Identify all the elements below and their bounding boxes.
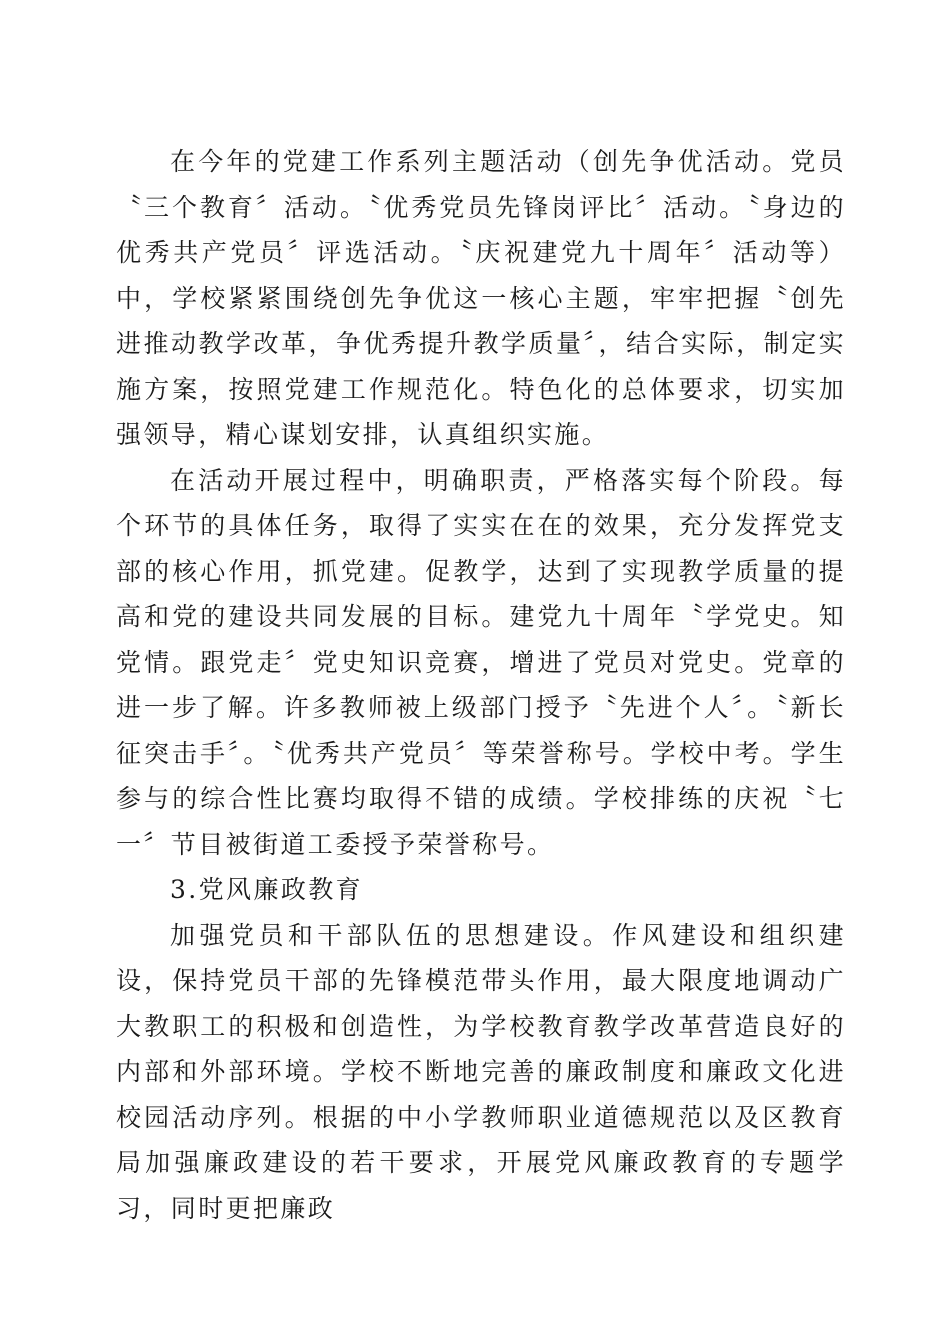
section-heading: 3.党风廉政教育 [170, 875, 364, 904]
paragraph-activities: 在今年的党建工作系列主题活动（创先争优活动。党员〝三个教育〞活动。〝优秀党员先锋岗评比〞活动。〝身边的优秀共产党员〞评选活动。〝庆祝建党九十周年〞活动等）中，学校紧紧围绕创先争优这一核心主题，牢牢把握〝创先进推动教学改革，争优秀提升教学质量〞，结合实际，制定实施方案，按照党建工作规范化。特色化的总体要求，切实加强领导，精心谋划安排，认真组织实施。 [116, 147, 846, 449]
document-body [116, 139, 846, 1231]
paragraph-process: 在活动开展过程中，明确职责，严格落实每个阶段。每个环节的具体任务，取得了实实在在的效果，充分发挥党支部的核心作用，抓党建。促教学，达到了实现教学质量的提高和党的建设共同发展的目标。建党九十周年〝学党史。知党情。跟党走〞党史知识竞赛，增进了党员对党史。党章的进一步了解。许多教师被上级部门授予〝先进个人〞。〝新长征突击手〞。〝优秀共产党员〞等荣誉称号。学校中考。学生参与的综合性比赛均取得不错的成绩。学校排练的庆祝〝七一〞节目被街道工委授予荣誉称号。 [116, 465, 846, 859]
paragraph-integrity-education: 加强党员和干部队伍的思想建设。作风建设和组织建设，保持党员干部的先锋模范带头作用，最大限度地调动广大教职工的积极和创造性，为学校教育教学改革营造良好的内部和外部环境。学校不断地完善的廉政制度和廉政文化进校园活动序列。根据的中小学教师职业道德规范以及区教育局加强廉政建设的若干要求，开展党风廉政教育的专题学习，同时更把廉政 [116, 920, 846, 1223]
